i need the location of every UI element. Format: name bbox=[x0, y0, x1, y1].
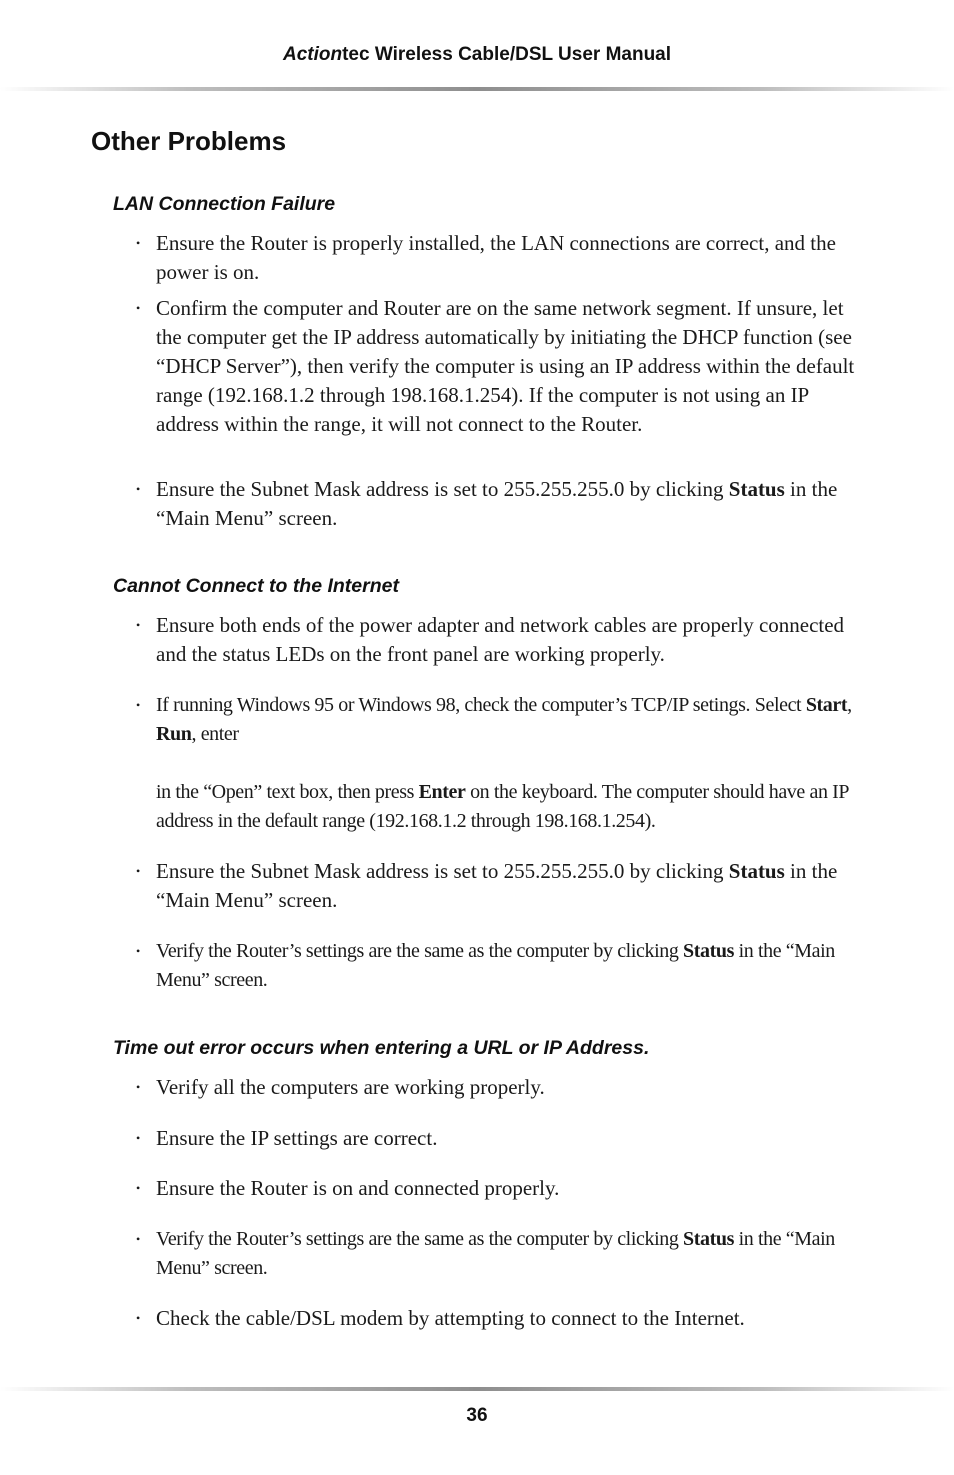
list-item bbox=[136, 937, 868, 995]
header-brand-italic: Action bbox=[282, 44, 343, 65]
bullet-icon: • bbox=[136, 698, 140, 712]
bullet-icon: • bbox=[136, 1232, 140, 1246]
list-item-text: Verify the Router’s settings are the same as the computer by clicking bbox=[156, 940, 684, 962]
bullet-icon: • bbox=[136, 1181, 141, 1195]
list-item-text: Ensure the Subnet Mask address is set to 255.255.255.0 by clicking bbox=[156, 477, 729, 501]
status-keyword: Status bbox=[683, 1228, 734, 1250]
running-header bbox=[0, 44, 954, 66]
section-heading-timeout-error: Time out error occurs when entering a URL or IP Address. bbox=[113, 1037, 650, 1059]
bullet-icon: • bbox=[136, 1311, 141, 1325]
header-rule bbox=[0, 87, 954, 91]
list-item bbox=[136, 294, 868, 439]
list-item-text: in the “Main Menu” screen. bbox=[156, 477, 838, 530]
list-item-text: in the “Open” text box, then press bbox=[156, 781, 419, 803]
start-keyword: Start bbox=[805, 694, 848, 716]
list-item bbox=[136, 691, 868, 749]
bullet-icon: • bbox=[136, 1131, 141, 1145]
list-item-text: Ensure the Subnet Mask address is set to 255.255.255.0 by clicking bbox=[156, 859, 729, 883]
list-item-text: on the keyboard. The computer should have an IP address in the default range (192.168.1.2 through 198.168.1.254). bbox=[156, 781, 849, 832]
page-number: 36 bbox=[466, 1405, 488, 1426]
list-item bbox=[136, 475, 868, 533]
list-item-text: Check the cable/DSL modem by attempting to connect to the Internet. bbox=[156, 1306, 745, 1330]
bullet-icon: • bbox=[136, 236, 141, 250]
run-keyword: Run bbox=[156, 723, 192, 745]
bullet-icon: • bbox=[136, 864, 141, 878]
section-heading-lan-connection-failure: LAN Connection Failure bbox=[113, 193, 336, 215]
status-keyword: Status bbox=[728, 859, 785, 883]
list-item bbox=[136, 611, 868, 669]
list-item-text: Ensure the IP settings are correct. bbox=[156, 1126, 438, 1150]
enter-keyword: Enter bbox=[418, 781, 466, 803]
list-item-text: If running Windows 95 or Windows 98, check the computer’s TCP/IP setings. Select bbox=[156, 694, 806, 716]
list-item-text: Verify all the computers are working properly. bbox=[156, 1075, 545, 1099]
list-item bbox=[136, 1073, 868, 1102]
list-item-text: in the “Main Menu” screen. bbox=[156, 1228, 835, 1279]
bullet-icon: • bbox=[136, 301, 141, 315]
bullet-icon: • bbox=[136, 618, 141, 632]
list-item-text: in the “Main Menu” screen. bbox=[156, 859, 838, 912]
list-item bbox=[136, 1124, 868, 1153]
list-item-text: , bbox=[847, 694, 852, 716]
list-item-text: Ensure the Router is on and connected properly. bbox=[156, 1176, 560, 1200]
list-item-text: Ensure both ends of the power adapter and network cables are properly connected and the status LEDs on the front panel are working properly. bbox=[156, 613, 845, 666]
bullet-icon: • bbox=[136, 1080, 141, 1094]
bullet-icon: • bbox=[136, 482, 141, 496]
footer-rule bbox=[0, 1387, 954, 1391]
list-item bbox=[136, 1304, 868, 1333]
status-keyword: Status bbox=[683, 940, 734, 962]
page-title: Other Problems bbox=[91, 126, 287, 156]
header-title-rest: tec Wireless Cable/DSL User Manual bbox=[342, 44, 672, 65]
list-item-text: Verify the Router’s settings are the same as the computer by clicking bbox=[156, 1228, 684, 1250]
list-item bbox=[136, 1174, 868, 1203]
list-item-continuation bbox=[156, 778, 868, 836]
bullet-icon: • bbox=[136, 944, 140, 958]
status-keyword: Status bbox=[728, 477, 785, 501]
list-item-text: , enter bbox=[191, 723, 239, 745]
list-item bbox=[136, 1225, 868, 1283]
list-item bbox=[136, 229, 868, 287]
list-item-text: Ensure the Router is properly installed, the LAN connections are correct, and the power is on. bbox=[156, 231, 836, 284]
list-item-text: Confirm the computer and Router are on the same network segment. If unsure, let the computer get the IP address automatically by initiating the DHCP function (see “DHCP Server”), then verify the computer is using an IP address within the default range (192.168.1.2 through 198.168.1.254). If the computer is not using an IP address within the range, it will not connect to the Router. bbox=[156, 296, 855, 436]
section-heading-cannot-connect: Cannot Connect to the Internet bbox=[113, 575, 399, 597]
list-item bbox=[136, 857, 868, 915]
list-item-text: in the “Main Menu” screen. bbox=[156, 940, 835, 991]
